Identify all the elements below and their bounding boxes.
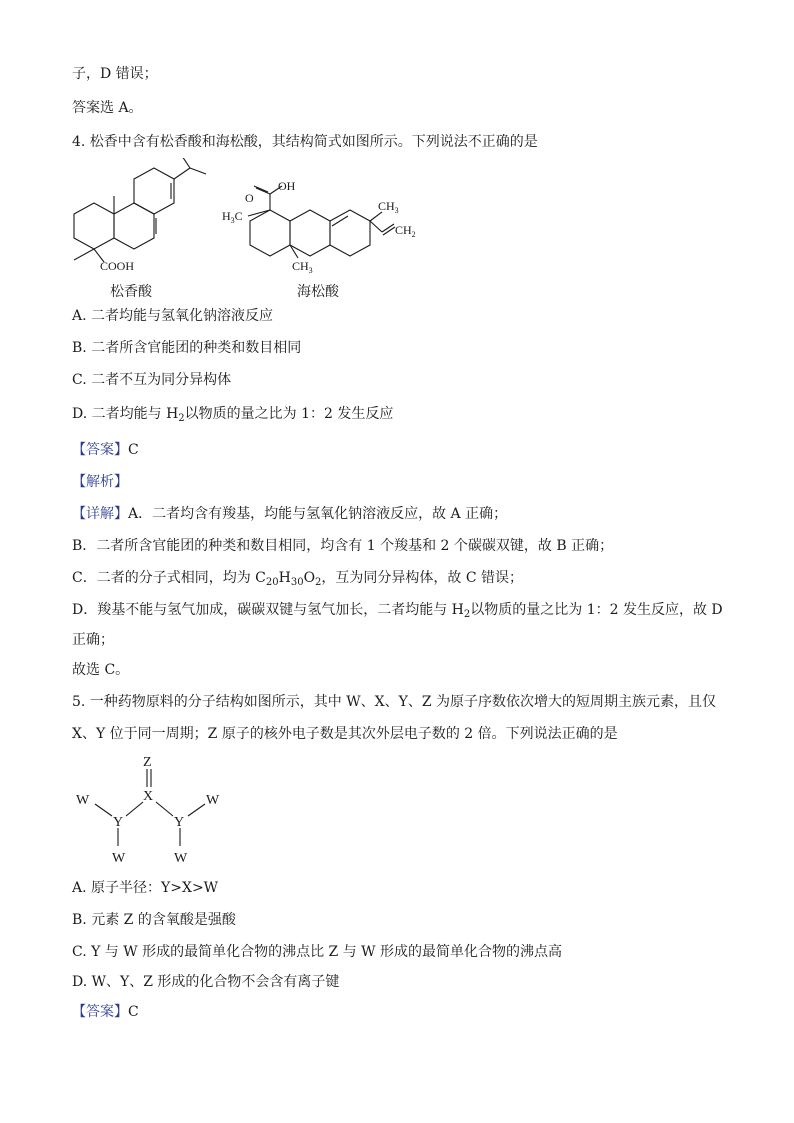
- text-line: 子，D 错误；: [72, 66, 158, 82]
- atom-w-bottom-right: W: [174, 851, 188, 866]
- pimaric-o-label: O: [245, 191, 254, 205]
- atom-y-right: Y: [174, 815, 185, 830]
- pimaric-h3c-label: $H_3C$: [222, 209, 243, 225]
- detail-c: C．二者的分子式相同，均为 $C_{20}H_{30}O_2$，互为同分异构体，故 C 错误；: [72, 570, 524, 588]
- atom-x: X: [143, 789, 154, 804]
- abietic-acid-label: 松香酸: [110, 285, 152, 300]
- pimaric-ch2-label: $CH_2$: [395, 223, 416, 239]
- analysis-heading: 【解析】: [72, 474, 128, 490]
- question-5-option-d: D. W、Y、Z 形成的化合物不会含有离子键: [72, 974, 340, 990]
- pimaric-junction-ch3-label: $CH_3$: [292, 259, 313, 275]
- atom-z: Z: [143, 755, 152, 770]
- atom-w-bottom-left: W: [112, 851, 126, 866]
- detail-d: D．羧基不能与氢气加成，碳碳双键与氢气加长，二者均能与 $H_2$以物质的量之比为 1：2 发生反应，故 D: [72, 602, 723, 620]
- question-4-conclusion: 故选 C。: [72, 662, 130, 678]
- pimaric-acid-label: 海松酸: [297, 285, 339, 300]
- question-5-answer: 【答案】C: [72, 1004, 139, 1020]
- abietic-cooh-label: COOH: [100, 259, 135, 273]
- atom-w-top-right: W: [206, 793, 220, 808]
- question-4-stem: 4. 松香中含有松香酸和海松酸，其结构简式如图所示。下列说法不正确的是: [72, 134, 538, 150]
- question-5-structure-figure: [70, 752, 240, 868]
- question-4-option-d: D. 二者均能与 $H_2$以物质的量之比为 1：2 发生反应: [72, 406, 394, 424]
- pimaric-ch3-label: $CH_3$: [378, 199, 399, 215]
- question-5-stem-line-2: X、Y 位于同一周期；Z 原子的核外电子数是其次外层电子数的 2 倍。下列说法正确的是: [72, 726, 618, 742]
- detail-a: 【详解】A．二者均含有羧基，均能与氢氧化钠溶液反应，故 A 正确；: [72, 506, 508, 522]
- abietic-acid-structure: [74, 158, 206, 262]
- detail-d-continued: 正确；: [72, 632, 114, 648]
- text-line: 答案选 A。: [72, 100, 143, 116]
- atom-y-left: Y: [113, 815, 124, 830]
- pimaric-oh-label: OH: [278, 179, 296, 193]
- question-5-option-b: B. 元素 Z 的含氧酸是强酸: [72, 912, 236, 928]
- question-4-option-a: A. 二者均能与氢氧化钠溶液反应: [72, 308, 274, 324]
- question-5-option-c: C. Y 与 W 形成的最简单化合物的沸点比 Z 与 W 形成的最简单化合物的沸点高: [72, 944, 563, 960]
- question-4-structures-figure: [60, 158, 460, 304]
- atom-w-top-left: W: [76, 793, 90, 808]
- question-4-option-c: C. 二者不互为同分异构体: [72, 372, 232, 388]
- question-5-stem-line-1: 5. 一种药物原料的分子结构如图所示，其中 W、X、Y、Z 为原子序数依次增大的短周期主族元素，且仅: [72, 694, 717, 710]
- question-4-option-b: B. 二者所含官能团的种类和数目相同: [72, 340, 302, 356]
- detail-b: B．二者所含官能团的种类和数目相同，均含有 1 个羧基和 2 个碳碳双键，故 B 正确；: [72, 538, 614, 554]
- pimaric-acid-structure: [248, 186, 395, 258]
- question-4-answer: 【答案】C: [72, 442, 139, 458]
- question-5-option-a: A. 原子半径：Y>X>W: [72, 880, 219, 896]
